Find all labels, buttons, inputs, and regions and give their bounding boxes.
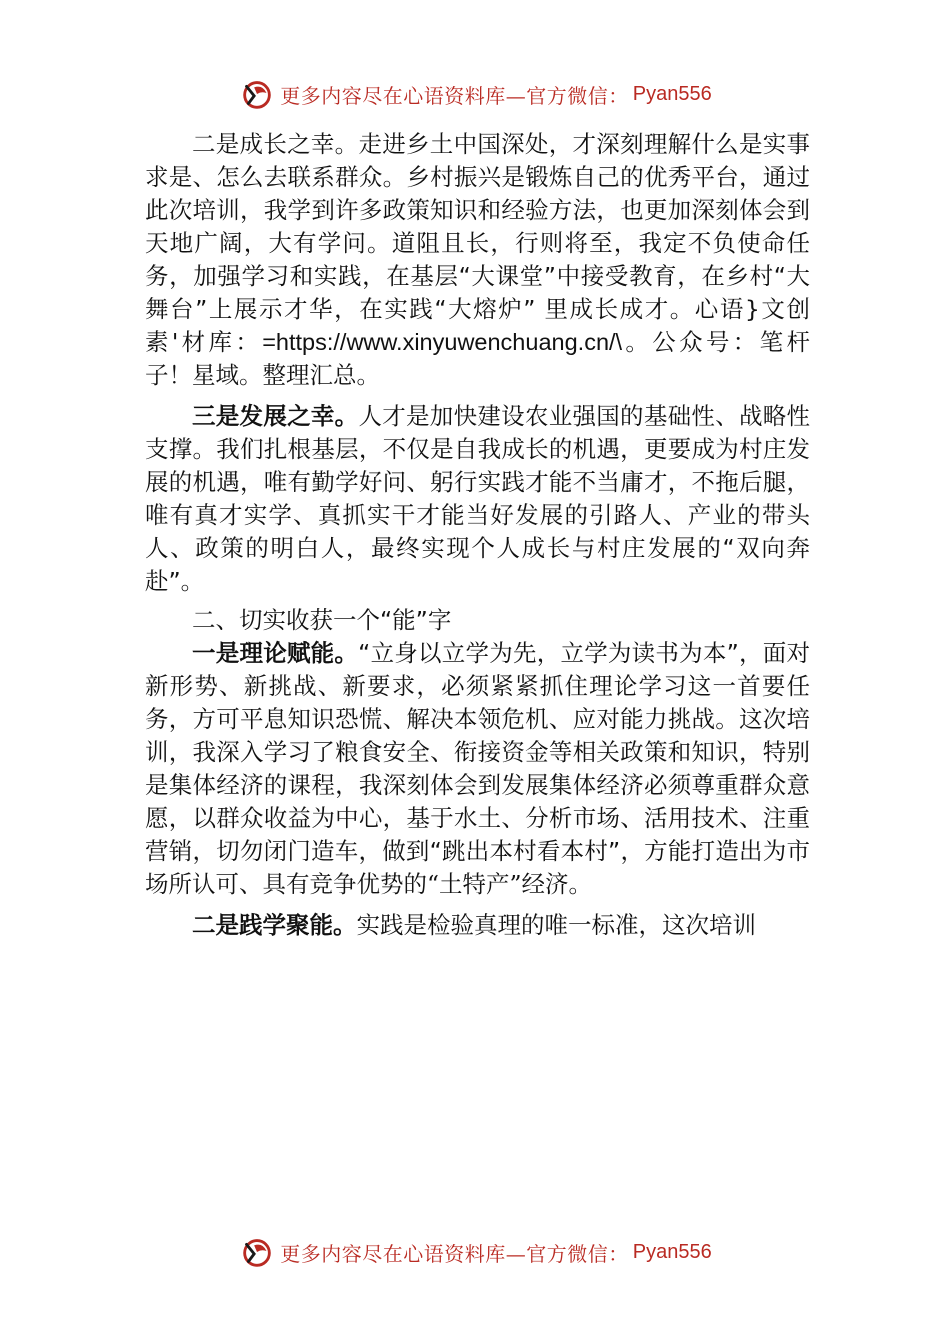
paragraph-theory-tail: 经济。 [521, 870, 593, 898]
header-banner [0, 74, 950, 114]
banner-wechat-id: Pyan556 [632, 82, 712, 105]
paragraph-practice-body: 实践是检验真理的唯一标准，这次培训 [356, 911, 756, 939]
paragraph-development [145, 400, 810, 598]
paragraph-theory-body: “立身以立学为先，立学为读书为本”，面对新形势、新挑战、新要求，必须紧紧抓住理论学习这一首要任务，方可平息知识恐慌、解决本领危机、应对能力挑战。这次培训，我深入学习了粮食安全、衔接资金等相关政策和知识，特别是集体经济的课程，我深刻体会到发展集体经济必须尊重群众意愿， [145, 639, 810, 832]
banner-text: 更多内容尽在心语资料库—官方微信： [280, 83, 629, 108]
paragraph-theory [145, 637, 810, 901]
paragraph-growth [145, 128, 810, 392]
paragraph-growth-tail: 公众号：笔杆子！星域。整理汇总。 [145, 328, 810, 389]
paragraph-theory-lead: 一是理论赋能。 [192, 639, 359, 667]
paragraph-theory-specialty: “土特产” [427, 870, 522, 898]
logo-icon [238, 75, 276, 113]
paragraph-theory-body2: 基于水土、分析市场、活用技术、注重营销，切勿闭门造车，做到“跳出本村看本村”，方能打造出为市场所认可、具有竞争优势的 [145, 804, 811, 898]
banner-text: 更多内容尽在心语资料库—官方微信： [280, 1241, 629, 1266]
footer-banner [0, 1232, 950, 1272]
paragraph-theory-serif: 以群众收益为中心， [192, 804, 407, 832]
banner-wechat-id: Pyan556 [632, 1240, 712, 1263]
paragraph-growth-body: 走进乡土中国深处，才深刻理解什么是实事求是、怎么去联系群众。乡村振兴是锻炼自己的优秀平台，通过此次培训，我学到许多政策知识和经验方法，也更加深刻体会到天地广阔，大有学问。道阻且长，行则将至，我定不负使命任务，加强学习和实践，在基层“大课堂”中接受教育，在乡村“大舞台”上展示才华，在实践“大熔炉” 里成长成才。心语}文创素'材库： [145, 130, 811, 356]
paragraph-growth-lead: 二是成长之幸。 [192, 130, 359, 158]
paragraph-development-lead: 三是发展之幸。 [192, 402, 359, 430]
paragraph-growth-url: =https://www.xinyuwenchuang.cn/\。 [262, 329, 653, 355]
paragraph-development-body: 人才是加快建设农业强国的基础性、战略性支撑。我们扎根基层，不仅是自我成长的机遇，更要成为村庄发展的机遇，唯有勤学好问、躬行实践才能不当庸才，不拖后腿，唯有真才实学、真抓实干才能当好发展的引路人、产业的带头人、政策的明白人，最终实现个人成长与村庄发展的“双向奔赴”。 [145, 402, 811, 595]
logo-icon [238, 1233, 276, 1271]
section-heading: 二、切实收获一个“能”字 [192, 606, 452, 634]
paragraph-practice-lead: 二是践学聚能。 [192, 911, 357, 939]
paragraph-practice [145, 909, 810, 942]
document-body [145, 128, 810, 942]
